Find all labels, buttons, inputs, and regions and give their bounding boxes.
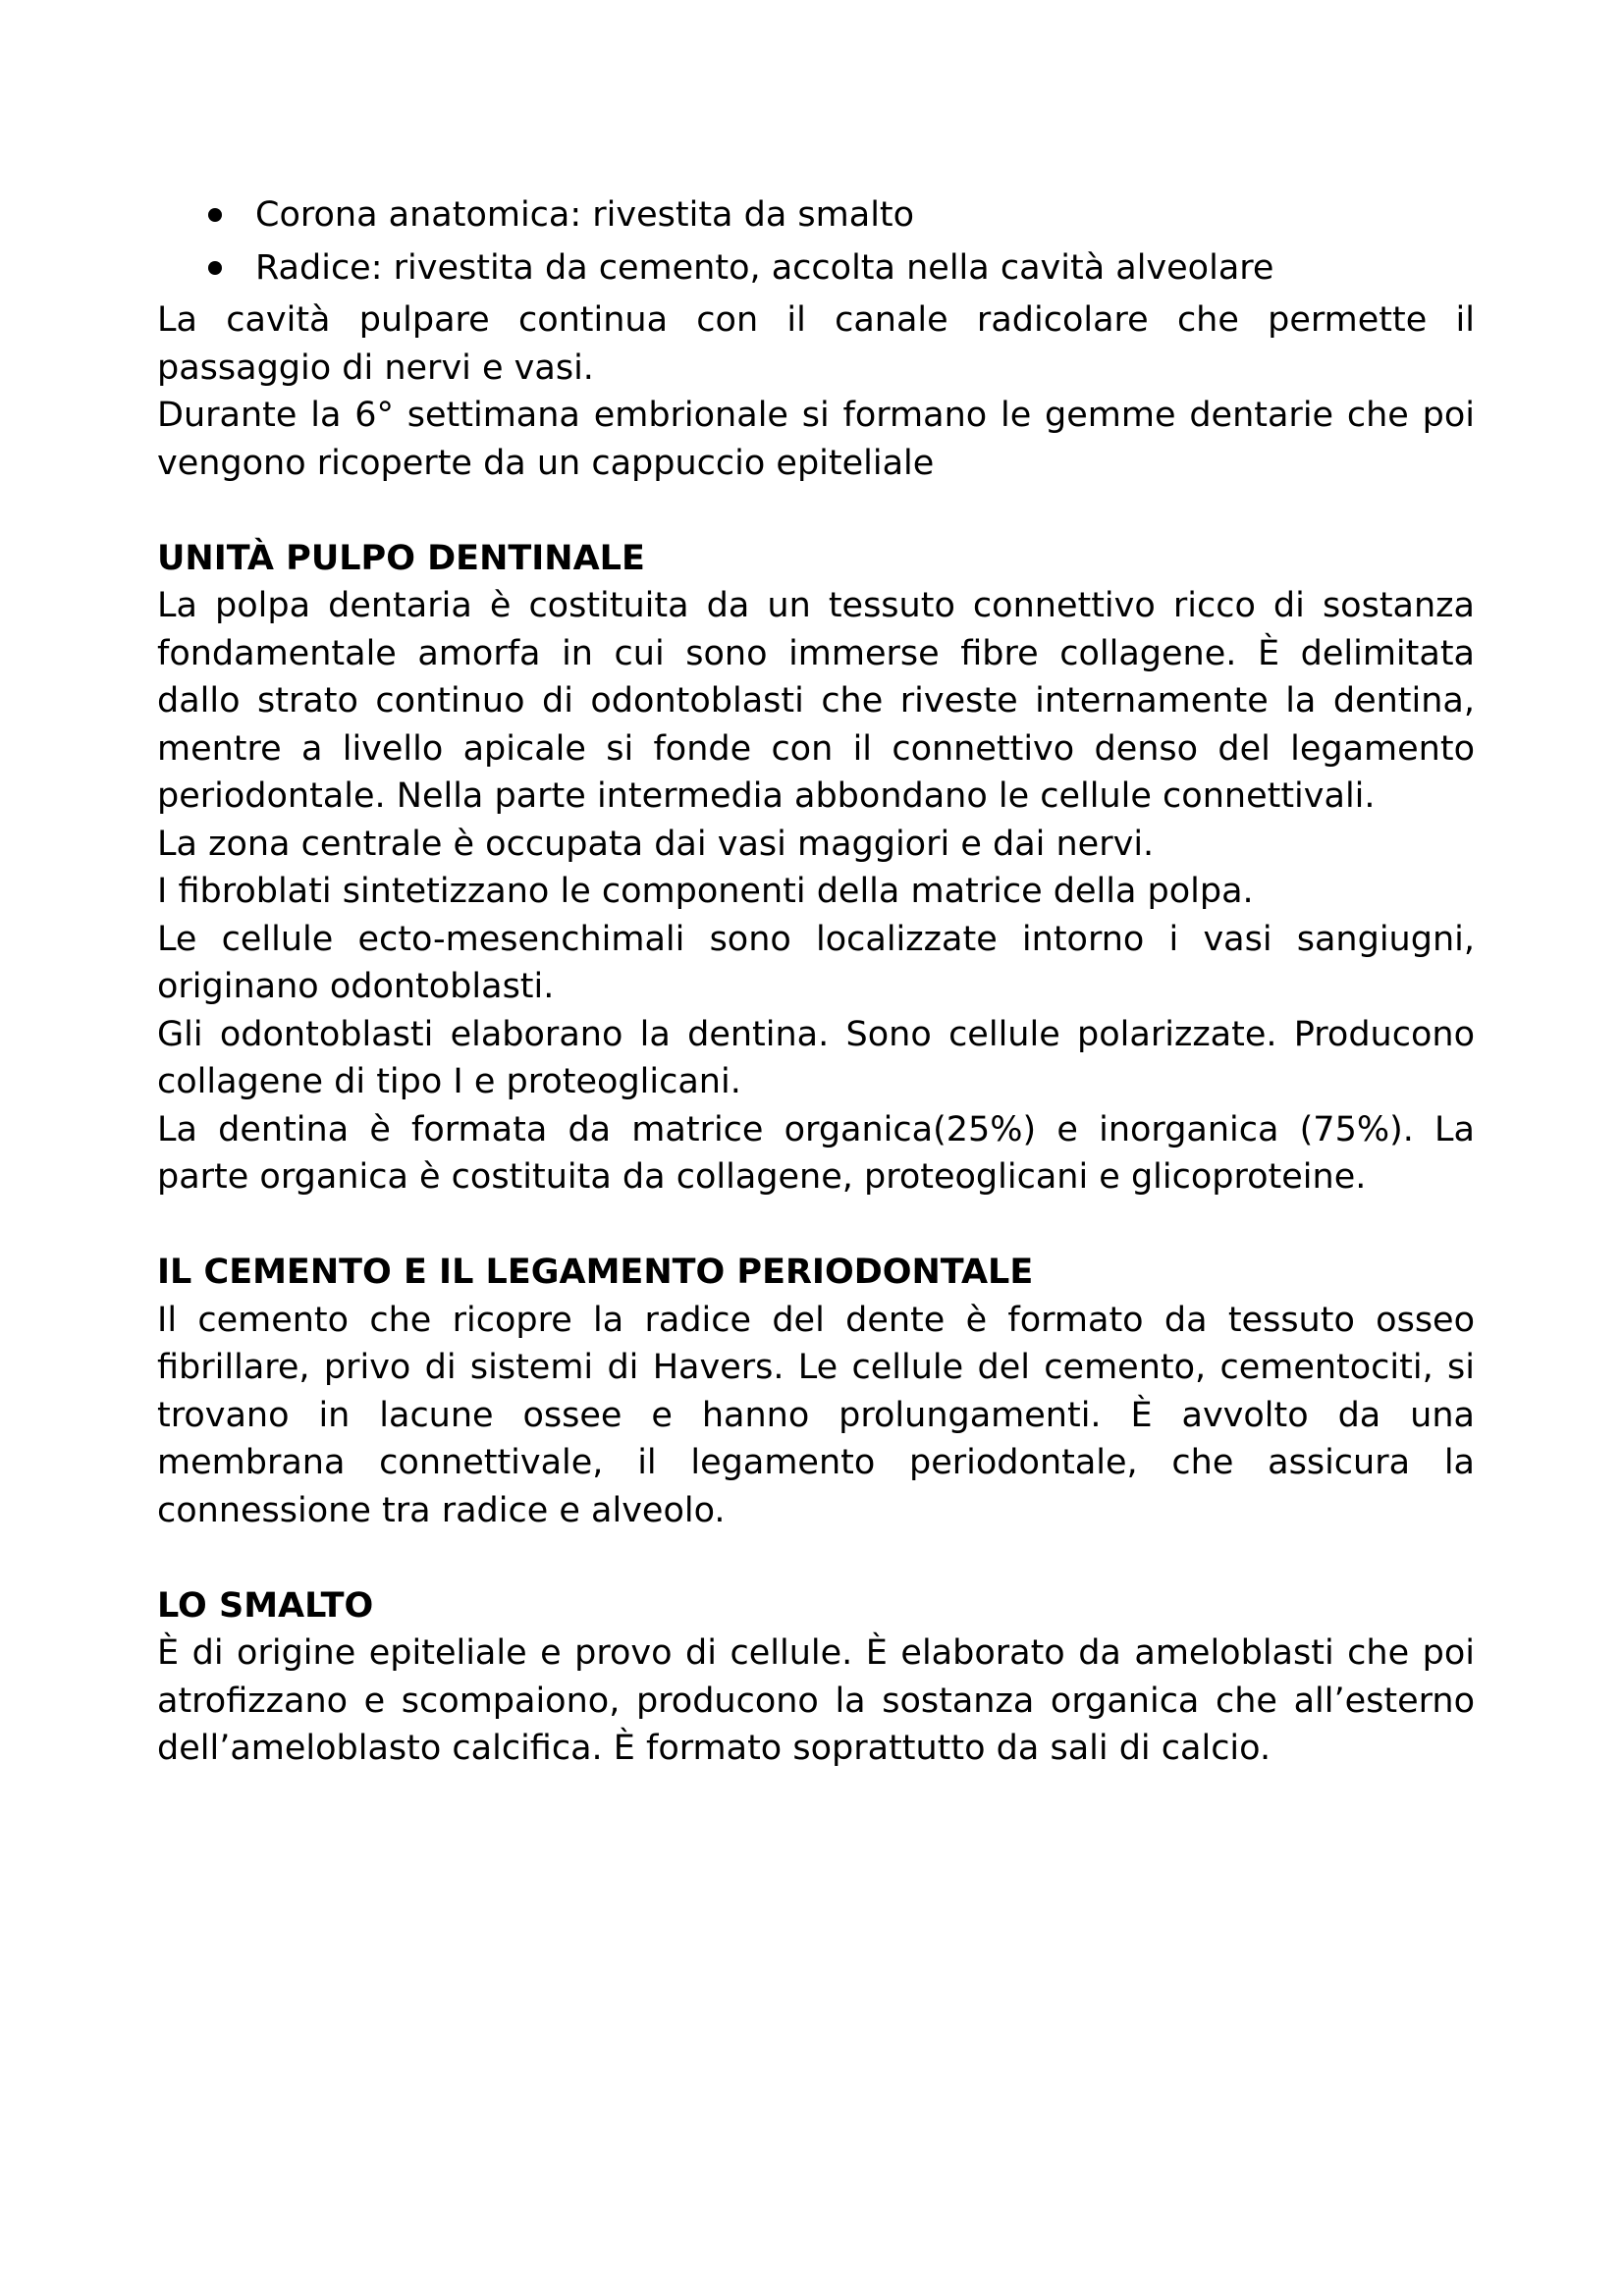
bullet-item <box>157 244 1475 293</box>
paragraph: La polpa dentaria è costituita da un tessuto connettivo ricco di sostanza fondamentale amorfa in cui sono immerse fibre collagene. È delimitata dallo strato continuo di odontoblasti che riveste internamente la dentina, mentre a livello apicale si fonde con il connettivo denso del legamento periodontale. Nella parte intermedia abbondano le cellule connettivali. <box>157 586 1475 816</box>
bullet-text: Corona anatomica: rivestita da smalto <box>255 195 915 235</box>
spacer <box>157 1534 1475 1582</box>
bullet-item <box>157 191 1475 240</box>
section-pulpo-dentinale <box>157 535 1475 1201</box>
paragraph: Gli odontoblasti elaborano la dentina. Sono cellule polarizzate. Producono collagene di tipo I e proteoglicani. <box>157 1014 1475 1101</box>
bullet-icon <box>208 208 222 222</box>
section-heading: IL CEMENTO E IL LEGAMENTO PERIODONTALE <box>157 1253 1034 1292</box>
paragraph: Le cellule ecto-mesenchimali sono localizzate intorno i vasi sangiugni, originano odontoblasti. <box>157 919 1475 1006</box>
paragraph: La dentina è formata da matrice organica(25%) e inorganica (75%). La parte organica è costituita da collagene, proteoglicani e glicoproteine. <box>157 1109 1475 1197</box>
bullet-icon <box>208 261 222 275</box>
document-page <box>157 191 1475 1773</box>
section-smalto <box>157 1582 1475 1773</box>
section-heading: UNITÀ PULPO DENTINALE <box>157 538 645 578</box>
section-heading: LO SMALTO <box>157 1585 374 1626</box>
paragraph: La zona centrale è occupata dai vasi maggiori e dai nervi. <box>157 824 1155 864</box>
section-cemento-legamento <box>157 1249 1475 1534</box>
paragraph: È di origine epiteliale e provo di cellule. È elaborato da ameloblasti che poi atrofizzano e scompaiono, producono la sostanza organica che all’esterno dell’ameloblasto calcifica. È formato soprattutto da sali di calcio. <box>157 1633 1475 1768</box>
bullet-text: Radice: rivestita da cemento, accolta nella cavità alveolare <box>255 247 1274 288</box>
spacer <box>157 1201 1475 1250</box>
intro-paragraph: Durante la 6° settimana embrionale si formano le gemme dentarie che poi vengono ricoperte da un cappuccio epiteliale <box>157 396 1475 483</box>
paragraph: Il cemento che ricopre la radice del dente è formato da tessuto osseo fibrillare, privo di sistemi di Havers. Le cellule del cemento, cementociti, si trovano in lacune ossee e hanno prolungamenti. È avvolto da una membrana connettivale, il legamento periodontale, che assicura la connessione tra radice e alveolo. <box>157 1300 1475 1530</box>
spacer <box>157 487 1475 535</box>
paragraph: I fibroblati sintetizzano le componenti della matrice della polpa. <box>157 872 1254 911</box>
bullet-list <box>157 191 1475 292</box>
intro-paragraph: La cavità pulpare continua con il canale radicolare che permette il passaggio di nervi e vasi. <box>157 300 1475 388</box>
